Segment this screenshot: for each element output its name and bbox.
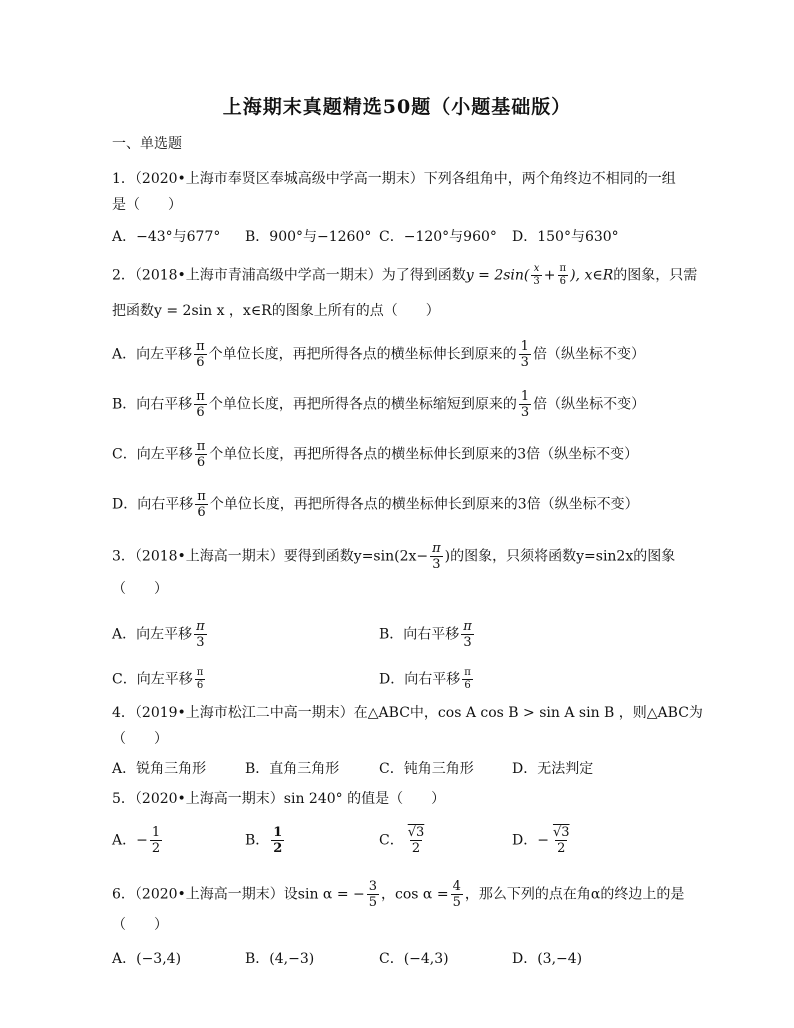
q5-a-minus: − bbox=[136, 832, 148, 849]
q3-b-pi: π bbox=[463, 619, 472, 634]
q2-frac2-num: π bbox=[559, 263, 567, 274]
q5-a-one: 1 bbox=[151, 825, 161, 840]
q3-frac-pi-3 bbox=[430, 542, 443, 571]
q3-a-three: 3 bbox=[196, 635, 205, 650]
q6-five-2: 5 bbox=[452, 895, 461, 910]
q5-a-two: 2 bbox=[151, 841, 161, 856]
q3-b-frac-pi-3 bbox=[461, 620, 474, 649]
q3-a-frac-pi-3 bbox=[194, 620, 207, 649]
q4-option-c: C．钝角三角形 bbox=[379, 761, 474, 777]
q2-d-six: 6 bbox=[197, 505, 206, 520]
q5-c-frac bbox=[406, 826, 427, 855]
q5-a-label: A． bbox=[112, 832, 137, 849]
q4-option-a: A．锐角三角形 bbox=[112, 761, 207, 777]
page-title: 上海期末真题精选50题（小题基础版） bbox=[222, 96, 572, 118]
q6-prefix: 6．（2020•上海高一期末）设sin α = − bbox=[112, 886, 365, 903]
q6-frac-4-5 bbox=[451, 880, 463, 909]
q5-d-two: 2 bbox=[557, 841, 566, 856]
q5-b-frac bbox=[271, 826, 284, 855]
q3-b-label: B．向右平移 bbox=[379, 626, 460, 643]
q2-c-six: 6 bbox=[196, 455, 206, 470]
q2-option-c bbox=[112, 440, 638, 469]
q2-a-pi: π bbox=[196, 339, 205, 354]
q5-stem: 5．（2020•上海高一期末）sin 240° 的值是（ ） bbox=[112, 791, 446, 807]
q5-option-d bbox=[512, 826, 574, 855]
q4-option-b: B．直角三角形 bbox=[245, 761, 340, 777]
q6-stem-line2: （ ） bbox=[112, 917, 168, 933]
section-heading: 一、单选题 bbox=[112, 136, 182, 152]
q2-stem-line2: 把函数y = 2sin x ，x∈R的图象上所有的点（ ） bbox=[112, 303, 440, 319]
q5-option-c bbox=[379, 826, 428, 855]
q6-option-a: A．(−3,4) bbox=[112, 951, 182, 967]
q2-b-frac-1-3 bbox=[519, 390, 531, 419]
q2-b-mid: 个单位长度，再把所得各点的横坐标缩短到原来的 bbox=[208, 396, 517, 413]
q3-three: 3 bbox=[432, 557, 441, 572]
q2-b-frac-pi-6 bbox=[194, 390, 207, 419]
q2-option-d bbox=[112, 490, 639, 519]
q5-a-frac bbox=[150, 826, 162, 855]
q1-option-b: B．900°与−1260° bbox=[245, 229, 372, 245]
q3-b-three: 3 bbox=[463, 635, 472, 650]
q6-three: 3 bbox=[368, 879, 378, 894]
q2-b-six: 6 bbox=[196, 405, 205, 420]
q3-option-a bbox=[112, 620, 209, 649]
q5-c-two: 2 bbox=[411, 841, 421, 856]
q2-frac1-den: 3 bbox=[533, 276, 540, 287]
q2-frac1-num: x bbox=[533, 263, 540, 274]
q2-stem-line1 bbox=[112, 264, 697, 287]
q2-a-frac-pi-6 bbox=[194, 340, 207, 369]
q4-stem-line2: （ ） bbox=[112, 731, 168, 747]
q3-stem-line2: （ ） bbox=[112, 581, 168, 597]
q3-stem-line1 bbox=[112, 542, 675, 571]
q5-option-b bbox=[245, 826, 286, 855]
q2-b-one: 1 bbox=[520, 389, 530, 404]
q3-a-label: A．向左平移 bbox=[112, 626, 193, 643]
q2-d-prefix: D．向右平移 bbox=[112, 496, 194, 513]
q3-d-pi: π bbox=[464, 667, 471, 678]
q6-option-c: C．(−4,3) bbox=[379, 951, 449, 967]
q2-d-frac-pi-6 bbox=[195, 490, 208, 519]
q2-a-three: 3 bbox=[520, 355, 529, 370]
q2-frac-pi-6 bbox=[558, 264, 569, 287]
q2-b-tail: 倍（纵坐标不变） bbox=[533, 396, 646, 413]
q6-four: 4 bbox=[452, 879, 461, 894]
q1-stem-line1: 1．（2020•上海市奉贤区奉城高级中学高一期末）下列各组角中，两个角终边不相同的一组 bbox=[112, 171, 676, 187]
q5-c-sqrt3: √3 bbox=[407, 825, 425, 840]
q3-c-six: 6 bbox=[196, 680, 204, 691]
q1-option-a: A．−43°与677° bbox=[112, 229, 221, 245]
q2-c-prefix: C．向左平移 bbox=[112, 446, 193, 463]
q6-mid: ，cos α = bbox=[381, 886, 449, 903]
q2-c-mid: 个单位长度，再把所得各点的横坐标伸长到原来的3倍（纵坐标不变） bbox=[209, 446, 639, 463]
q2-frac2-den: 6 bbox=[559, 276, 566, 287]
q5-option-a bbox=[112, 826, 164, 855]
q2-c-pi: π bbox=[196, 439, 206, 454]
q2-d-pi: π bbox=[197, 489, 206, 504]
q2-a-prefix: A．向左平移 bbox=[112, 346, 193, 363]
q2-b-three: 3 bbox=[520, 405, 530, 420]
q3-c-pi: π bbox=[196, 667, 204, 678]
q2-a-mid: 个单位长度，再把所得各点的横坐标伸长到原来的 bbox=[208, 346, 517, 363]
q5-c-label: C． bbox=[379, 832, 404, 849]
q1-option-d: D．150°与630° bbox=[512, 229, 619, 245]
q6-suffix: ，那么下列的点在角α的终边上的是 bbox=[464, 886, 685, 903]
q2-a-six: 6 bbox=[196, 355, 205, 370]
q3-a-pi: π bbox=[196, 619, 205, 634]
q6-option-b: B．(4,−3) bbox=[245, 951, 315, 967]
q3-d-frac-pi-6 bbox=[462, 668, 473, 691]
q2-d-mid: 个单位长度，再把所得各点的横坐标伸长到原来的3倍（纵坐标不变） bbox=[209, 496, 639, 513]
q4-option-d: D．无法判定 bbox=[512, 761, 594, 777]
q2-b-prefix: B．向右平移 bbox=[112, 396, 193, 413]
q2-frac-x-3 bbox=[531, 264, 541, 287]
q6-five-1: 5 bbox=[368, 895, 378, 910]
q3-suffix: )的图象，只须将函数y=sin2x的图象 bbox=[444, 548, 676, 565]
q5-b-label: B． bbox=[245, 832, 270, 849]
q2-func-tail: ), x∈R bbox=[570, 267, 614, 284]
q3-d-label: D．向右平移 bbox=[379, 671, 461, 688]
q1-stem-line2: 是（ ） bbox=[112, 197, 182, 213]
q2-option-b bbox=[112, 390, 645, 419]
q1-option-c: C．−120°与960° bbox=[379, 229, 497, 245]
q3-pi: π bbox=[432, 541, 441, 556]
q5-b-two: 2 bbox=[273, 841, 283, 856]
q3-prefix: 3．（2018•上海高一期末）要得到函数y=sin(2x− bbox=[112, 548, 429, 565]
q5-d-frac bbox=[551, 826, 572, 855]
q5-b-one: 1 bbox=[273, 825, 283, 840]
q3-option-b bbox=[379, 620, 476, 649]
q2-plus: + bbox=[543, 267, 556, 284]
q2-option-a bbox=[112, 340, 645, 369]
q2-a-one: 1 bbox=[520, 339, 529, 354]
q2-c-frac-pi-6 bbox=[195, 440, 208, 469]
q3-c-frac-pi-6 bbox=[195, 668, 206, 691]
q5-d-label: D． bbox=[512, 832, 538, 849]
q3-option-c bbox=[112, 668, 207, 691]
q6-frac-3-5 bbox=[367, 880, 379, 909]
q2-func: y = 2sin( bbox=[465, 267, 530, 284]
q5-d-minus: − bbox=[537, 832, 549, 849]
q2-suffix: 的图象，只需 bbox=[613, 267, 698, 284]
q5-d-sqrt3: √3 bbox=[552, 825, 570, 840]
q3-d-six: 6 bbox=[464, 680, 471, 691]
q3-c-label: C．向左平移 bbox=[112, 671, 193, 688]
q6-stem-line1 bbox=[112, 880, 684, 909]
q2-a-frac-1-3 bbox=[519, 340, 531, 369]
q4-stem-line1: 4．（2019•上海市松江二中高一期末）在△ABC中，cos A cos B > sin A sin B ，则△ABC为 bbox=[112, 705, 703, 721]
q6-option-d: D．(3,−4) bbox=[512, 951, 583, 967]
q2-b-pi: π bbox=[196, 389, 205, 404]
q2-a-tail: 倍（纵坐标不变） bbox=[532, 346, 645, 363]
q3-option-d bbox=[379, 668, 475, 691]
q2-prefix: 2．（2018•上海市青浦高级中学高一期末）为了得到函数 bbox=[112, 267, 466, 284]
